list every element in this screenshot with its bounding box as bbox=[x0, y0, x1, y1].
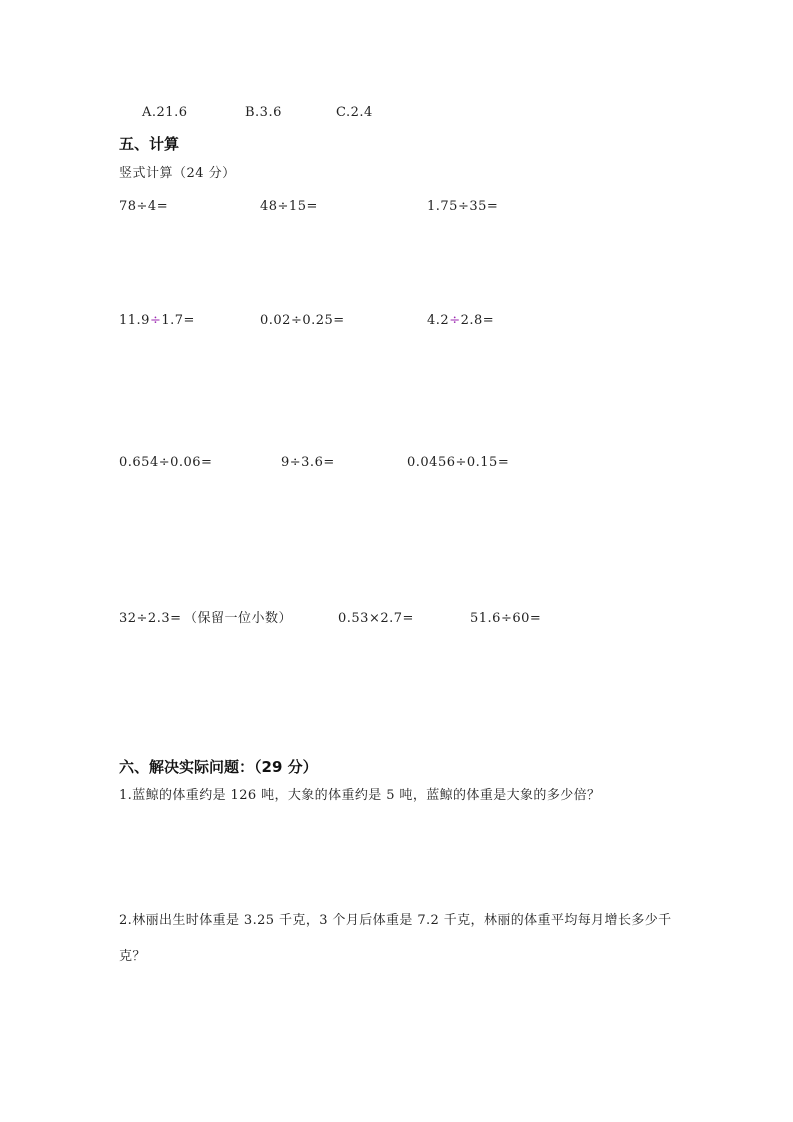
problem-32-div-2.3: 32÷2.3= bbox=[119, 611, 182, 626]
problem-11.9-divisor: 1.7= bbox=[161, 313, 195, 328]
problem-11.9-dividend: 11.9 bbox=[119, 313, 150, 328]
option-a: A.21.6 bbox=[142, 105, 188, 120]
problem-0.02-div-0.25: 0.02÷0.25= bbox=[260, 313, 345, 328]
problem-51.6-div-60: 51.6÷60= bbox=[470, 611, 542, 626]
problem-78-div-4: 78÷4= bbox=[119, 199, 169, 214]
problem-32-div-2.3-note: （保留一位小数） bbox=[184, 611, 293, 626]
problem-0.53-times-2.7: 0.53×2.7= bbox=[338, 611, 414, 626]
problem-4.2-divisor: 2.8= bbox=[460, 313, 495, 328]
problem-48-div-15: 48÷15= bbox=[260, 199, 318, 214]
option-c: C.2.4 bbox=[336, 105, 373, 120]
problem-9-div-3.6: 9÷3.6= bbox=[281, 455, 335, 470]
problem-0.654-div-0.06: 0.654÷0.06= bbox=[119, 455, 213, 470]
division-sign-icon: ÷ bbox=[149, 313, 162, 328]
section-5-title: 五、计算 bbox=[119, 135, 180, 153]
section-5-subtitle: 竖式计算（24 分） bbox=[119, 166, 236, 181]
option-b: B.3.6 bbox=[245, 105, 282, 120]
question-1: 1.蓝鲸的体重约是 126 吨，大象的体重约是 5 吨，蓝鲸的体重是大象的多少倍？ bbox=[119, 788, 601, 803]
problem-4.2-dividend: 4.2 bbox=[427, 313, 450, 328]
problem-0.0456-div-0.15: 0.0456÷0.15= bbox=[407, 455, 510, 470]
problem-4.2-div-2.8 bbox=[427, 313, 494, 329]
division-sign-icon: ÷ bbox=[449, 313, 461, 328]
problem-1.75-div-35: 1.75÷35= bbox=[427, 199, 499, 214]
section-6-title: 六、解决实际问题：（29 分） bbox=[119, 758, 318, 776]
problem-11.9-div-1.7 bbox=[119, 313, 195, 329]
question-2: 2.林丽出生时体重是 3.25 千克，3 个月后体重是 7.2 千克，林丽的体重平均每月增长多少千克？ bbox=[119, 913, 672, 964]
